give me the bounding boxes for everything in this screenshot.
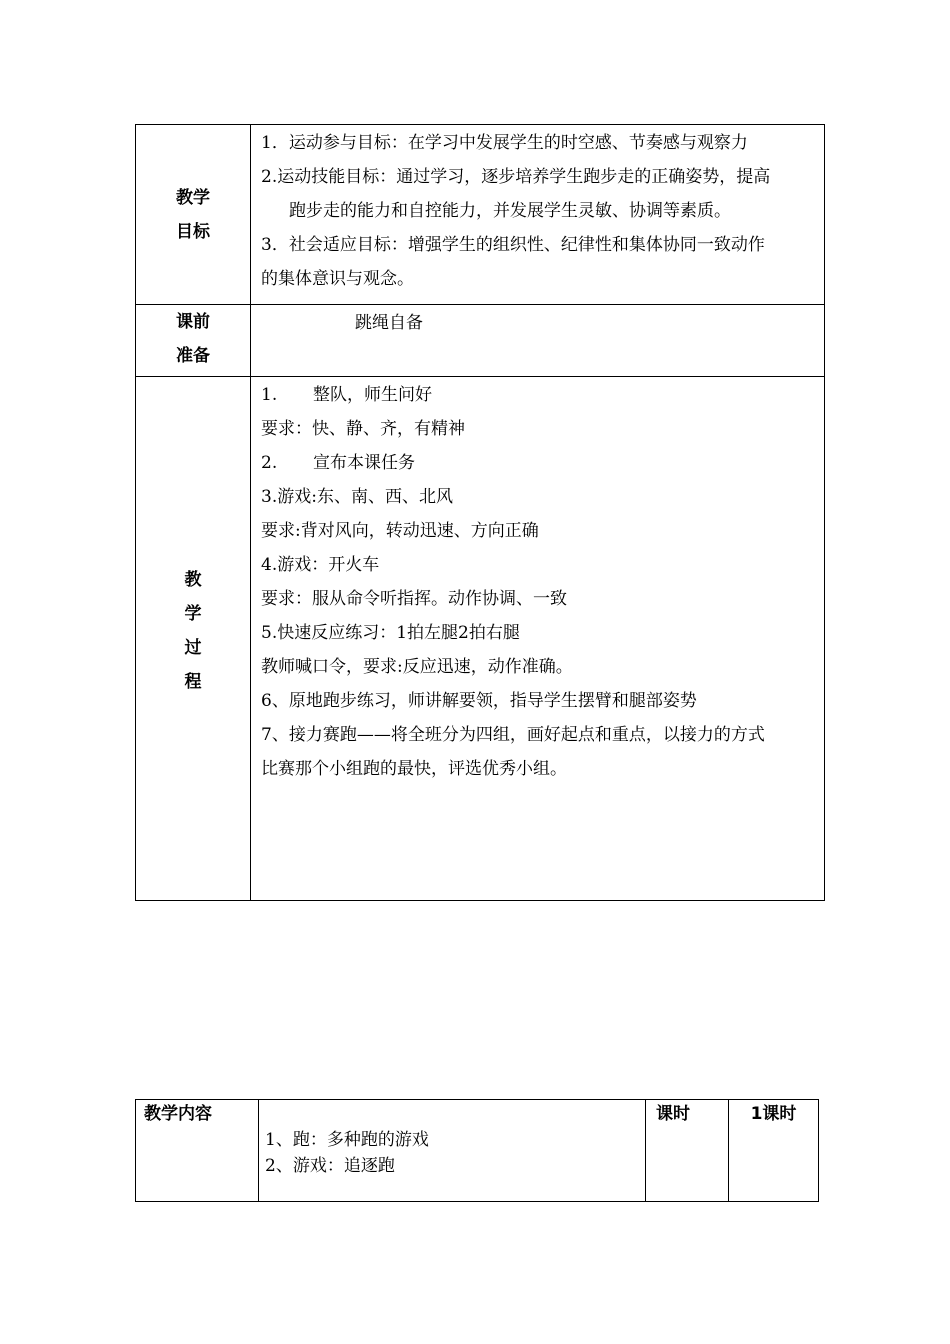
- goal-line: 2.运动技能目标：通过学习，逐步培养学生跑步走的正确姿势，提高: [261, 167, 771, 187]
- process-step: [261, 378, 818, 412]
- process-content-cell: [251, 377, 825, 901]
- preparation-text: 跳绳自备: [355, 313, 423, 333]
- process-step: 4.游戏：开火车: [261, 555, 380, 575]
- content-items-cell: [259, 1100, 646, 1202]
- preparation-row: [136, 305, 825, 377]
- process-label: [136, 377, 250, 699]
- step-number: 1.: [261, 385, 278, 405]
- content-label: 教学内容: [144, 1104, 212, 1124]
- preparation-content-cell: [251, 305, 825, 377]
- process-row: [136, 377, 825, 901]
- goal-line: 3．社会适应目标：增强学生的组织性、纪律性和集体协同一致动作: [261, 235, 765, 255]
- lesson-content-table: [135, 1099, 819, 1202]
- process-label-cell: [136, 377, 251, 901]
- goals-label-cell: [136, 125, 251, 305]
- content-item: 2、游戏：追逐跑: [265, 1156, 395, 1176]
- process-step: 5.快速反应练习：1拍左腿2拍右腿: [261, 623, 520, 643]
- hours-value-cell: [729, 1100, 819, 1202]
- process-step-requirement: 要求：快、静、齐，有精神: [261, 419, 465, 439]
- preparation-label-cell: [136, 305, 251, 377]
- goal-line: 的集体意识与观念。: [261, 269, 414, 289]
- step-text: 宣布本课任务: [313, 453, 415, 473]
- goals-label-line2: 目标: [176, 221, 210, 242]
- process-step: 3.游戏:东、南、西、北风: [261, 487, 453, 507]
- content-row: [136, 1100, 819, 1202]
- goals-row: [136, 125, 825, 305]
- lesson-plan-table: [135, 124, 825, 901]
- preparation-label-line2: 准备: [176, 346, 210, 366]
- step-number: 2.: [261, 453, 278, 473]
- hours-label-cell: [646, 1100, 729, 1202]
- process-label-char: 学: [184, 604, 202, 624]
- content-item: 1、跑：多种跑的游戏: [265, 1130, 429, 1150]
- process-step: [261, 446, 818, 480]
- goal-line: 1．运动参与目标：在学习中发展学生的时空感、节奏感与观察力: [261, 133, 748, 153]
- goals-label-line1: 教学: [176, 187, 210, 208]
- process-step-continued: 比赛那个小组跑的最快，评选优秀小组。: [261, 759, 567, 779]
- content-label-cell: [136, 1100, 259, 1202]
- hours-label: 课时: [656, 1104, 690, 1124]
- process-step: 7、接力赛跑——将全班分为四组，画好起点和重点，以接力的方式: [261, 725, 765, 745]
- preparation-label-line1: 课前: [176, 312, 210, 332]
- hours-value: 1课时: [750, 1104, 797, 1124]
- process-label-char: 过: [184, 638, 202, 658]
- process-step-requirement: 教师喊口令，要求:反应迅速，动作准确。: [261, 657, 573, 677]
- process-label-char: 程: [184, 672, 202, 692]
- process-step-requirement: 要求：服从命令听指挥。动作协调、一致: [261, 589, 567, 609]
- goal-line: 跑步走的能力和自控能力，并发展学生灵敏、协调等素质。: [289, 201, 731, 221]
- goals-content-cell: [251, 125, 825, 305]
- process-step: 6、原地跑步练习，师讲解要领，指导学生摆臂和腿部姿势: [261, 691, 697, 711]
- process-step-requirement: 要求:背对风向，转动迅速、方向正确: [261, 521, 539, 541]
- step-text: 整队，师生问好: [313, 385, 432, 405]
- process-label-char: 教: [184, 570, 202, 590]
